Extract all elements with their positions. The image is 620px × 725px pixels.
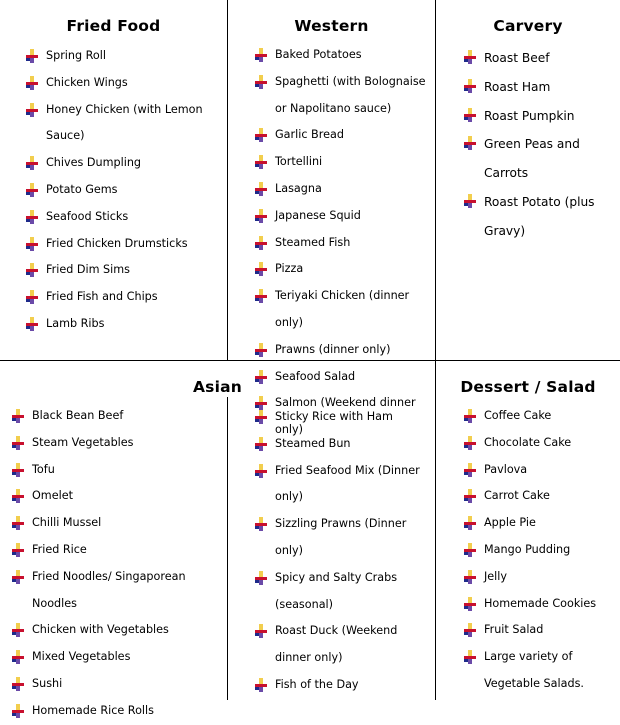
bullet-icon: [12, 650, 24, 664]
bullet-icon: [26, 49, 38, 63]
menu-item: [464, 591, 618, 618]
bullet-icon: [255, 236, 267, 250]
bullet-icon: [255, 517, 267, 531]
bullet-icon: [255, 128, 267, 142]
western-list: [255, 42, 430, 444]
menu-item: [464, 44, 614, 73]
menu-item-label: Chives Dumpling: [46, 156, 142, 170]
bullet-icon: [26, 183, 38, 197]
bullet-icon: [26, 156, 38, 170]
menu-item-label: Large variety of Vegetable Salads.: [484, 650, 584, 690]
bullet-icon: [255, 182, 267, 196]
menu-item: [464, 430, 618, 457]
menu-item-label: Fried Rice: [32, 542, 87, 556]
menu-item-label: Spaghetti (with Bolognaise or Napolitano sauce): [275, 74, 426, 115]
menu-item-label: Steamed Fish: [275, 235, 351, 249]
bullet-icon: [26, 103, 38, 117]
bullet-icon: [464, 650, 476, 664]
menu-item: [464, 102, 614, 131]
menu-item: [26, 257, 221, 284]
menu-item-label: Fried Fish and Chips: [46, 290, 158, 304]
menu-item-label: Fish of the Day: [275, 677, 359, 691]
menu-item-label: Mixed Vegetables: [32, 650, 131, 664]
menu-item-label: Steam Vegetables: [32, 435, 134, 449]
menu-item: [12, 510, 225, 537]
menu-item-label: Fruit Salad: [484, 623, 544, 637]
bullet-icon: [12, 489, 24, 503]
bullet-icon: [255, 464, 267, 478]
menu-item-label: Roast Beef: [484, 51, 550, 65]
bullet-icon: [464, 543, 476, 557]
menu-item: [255, 149, 430, 176]
menu-item: [464, 644, 618, 698]
menu-item-label: Baked Potatoes: [275, 48, 362, 61]
menu-item: [26, 204, 221, 231]
menu-item: [12, 698, 225, 725]
heading-dessert-salad: Dessert / Salad: [460, 378, 596, 396]
menu-item: [12, 671, 225, 698]
menu-item: [12, 644, 225, 671]
bullet-icon: [464, 50, 476, 64]
bullet-icon: [464, 489, 476, 503]
menu-item-label: Sticky Rice with Ham: [275, 410, 393, 423]
menu-item: [464, 188, 614, 246]
menu-item: [26, 150, 221, 177]
menu-item: [255, 565, 430, 619]
menu-item-label: Roast Potato (plus Gravy): [484, 194, 595, 238]
menu-item: [255, 203, 430, 230]
menu-item: [26, 43, 221, 70]
menu-item-label: Teriyaki Chicken (dinner only): [275, 289, 410, 329]
menu-item: [464, 537, 618, 564]
menu-item-label: Salmon (Weekend dinner only): [275, 396, 416, 437]
menu-item: [26, 70, 221, 97]
bullet-icon: [12, 516, 24, 530]
menu-item: [464, 564, 618, 591]
fried-food-list: [26, 43, 221, 338]
bullet-icon: [464, 597, 476, 611]
menu-item: [12, 483, 225, 510]
menu-item: [255, 283, 430, 337]
menu-item-label: Chicken Wings: [46, 75, 128, 89]
bullet-icon: [464, 570, 476, 584]
menu-item-label: Roast Duck (Weekend dinner only): [275, 624, 398, 665]
bullet-icon: [26, 290, 38, 304]
bullet-icon: [12, 436, 24, 450]
menu-item: [255, 337, 430, 364]
menu-item-label: Homemade Rice Rolls: [32, 703, 154, 717]
menu-item-label: Fried Dim Sims: [46, 263, 130, 277]
menu-item-label: Spicy and Salty Crabs (seasonal): [275, 570, 398, 611]
menu-item-label: Lasagna: [275, 181, 322, 195]
menu-item-label: Carrot Cake: [484, 489, 550, 503]
menu-item-label: Apple Pie: [484, 516, 536, 530]
heading-asian: Asian: [192, 378, 243, 396]
asian-right-list: [255, 404, 430, 699]
menu-item-label: Chocolate Cake: [484, 435, 572, 449]
menu-item-label: Spring Roll: [46, 49, 106, 62]
bullet-icon: [464, 436, 476, 450]
menu-item-label: Chilli Mussel: [32, 516, 102, 530]
menu-item-label: Seafood Salad: [275, 369, 356, 383]
bullet-icon: [26, 237, 38, 251]
bullet-icon: [464, 409, 476, 423]
menu-item: [255, 431, 430, 458]
menu-item-label: Pizza: [275, 262, 304, 276]
menu-item-label: Sushi: [32, 676, 63, 690]
carvery-list: [464, 44, 614, 246]
menu-item-label: Fried Seafood Mix (Dinner only): [275, 463, 420, 504]
menu-item-label: Mango Pudding: [484, 542, 571, 556]
divider-vertical-asian: [227, 397, 228, 700]
menu-item: [255, 511, 430, 565]
menu-item-label: Chicken with Vegetables: [32, 623, 169, 637]
menu-item-label: Homemade Cookies: [484, 596, 597, 610]
bullet-icon: [255, 410, 267, 424]
menu-item-label: Coffee Cake: [484, 409, 552, 422]
bullet-icon: [255, 343, 267, 357]
menu-item: [26, 97, 221, 151]
menu-item: [464, 510, 618, 537]
menu-item-label: Roast Pumpkin: [484, 108, 575, 123]
bullet-icon: [12, 623, 24, 637]
bullet-icon: [255, 262, 267, 276]
dessert-salad-list: [464, 403, 618, 698]
bullet-icon: [255, 75, 267, 89]
menu-item: [12, 617, 225, 644]
menu-item-label: Lamb Ribs: [46, 316, 105, 330]
menu-item-label: Pavlova: [484, 462, 528, 476]
heading-western: Western: [294, 17, 369, 35]
menu-item: [12, 537, 225, 564]
menu-item-label: Garlic Bread: [275, 128, 344, 142]
bullet-icon: [12, 463, 24, 477]
menu-item-label: Jelly: [484, 569, 508, 583]
asian-left-list: [12, 403, 225, 725]
bullet-icon: [464, 108, 476, 122]
menu-item: [255, 618, 430, 672]
menu-item: [255, 458, 430, 512]
menu-item-label: Fried Noodles/ Singaporean Noodles: [32, 569, 186, 610]
menu-item: [255, 230, 430, 257]
menu-item: [26, 177, 221, 204]
menu-item-label: Green Peas and Carrots: [484, 137, 580, 181]
menu-item: [255, 42, 430, 69]
bullet-icon: [464, 136, 476, 150]
bullet-icon: [26, 210, 38, 224]
menu-item: [26, 284, 221, 311]
menu-item: [464, 457, 618, 484]
bullet-icon: [12, 704, 24, 718]
bullet-icon: [12, 570, 24, 584]
menu-item: [255, 256, 430, 283]
menu-item: [464, 617, 618, 644]
bullet-icon: [464, 623, 476, 637]
menu-item-label: Potato Gems: [46, 182, 118, 196]
menu-item-label: Prawns (dinner only): [275, 342, 391, 356]
menu-item-label: Seafood Sticks: [46, 209, 129, 223]
menu-item: [12, 403, 225, 430]
menu-item-label: Honey Chicken (with Lemon Sauce): [46, 102, 203, 143]
bullet-icon: [255, 571, 267, 585]
bullet-icon: [255, 437, 267, 451]
heading-fried-food: Fried Food: [66, 17, 161, 35]
bullet-icon: [26, 76, 38, 90]
bullet-icon: [26, 263, 38, 277]
bullet-icon: [255, 370, 267, 384]
divider-vertical-2: [435, 0, 436, 700]
heading-carvery: Carvery: [493, 17, 563, 35]
bullet-icon: [464, 79, 476, 93]
menu-item-label: Tofu: [32, 462, 55, 476]
bullet-icon: [464, 194, 476, 208]
menu-item-label: Sizzling Prawns (Dinner only): [275, 517, 407, 557]
menu-item-label: Black Bean Beef: [32, 409, 124, 422]
menu-item-label: Omelet: [32, 489, 73, 503]
menu-item-label: Roast Ham: [484, 79, 551, 94]
menu-item: [255, 364, 430, 391]
menu-item: [255, 69, 430, 123]
menu-item: [26, 231, 221, 258]
bullet-icon: [255, 624, 267, 638]
bullet-icon: [26, 317, 38, 331]
menu-item: [12, 457, 225, 484]
bullet-icon: [12, 677, 24, 691]
divider-vertical-1: [227, 0, 228, 360]
menu-item-label: Japanese Squid: [275, 208, 361, 222]
menu-item: [255, 176, 430, 203]
bullet-icon: [12, 543, 24, 557]
menu-item: [464, 483, 618, 510]
menu-item: [464, 73, 614, 102]
bullet-icon: [255, 678, 267, 692]
menu-item: [255, 672, 430, 699]
bullet-icon: [255, 209, 267, 223]
bullet-icon: [12, 409, 24, 423]
menu-item: [12, 430, 225, 457]
menu-item-label: Steamed Bun: [275, 436, 351, 450]
menu-item: [464, 130, 614, 188]
menu-item: [464, 403, 618, 430]
menu-item-label: Tortellini: [275, 155, 323, 169]
menu-item-label: Fried Chicken Drumsticks: [46, 236, 188, 250]
menu-item: [255, 122, 430, 149]
menu-item: [255, 404, 430, 431]
menu-item: [26, 311, 221, 338]
menu-item: [12, 564, 225, 618]
bullet-icon: [464, 516, 476, 530]
bullet-icon: [255, 48, 267, 62]
bullet-icon: [464, 463, 476, 477]
bullet-icon: [255, 289, 267, 303]
bullet-icon: [255, 155, 267, 169]
